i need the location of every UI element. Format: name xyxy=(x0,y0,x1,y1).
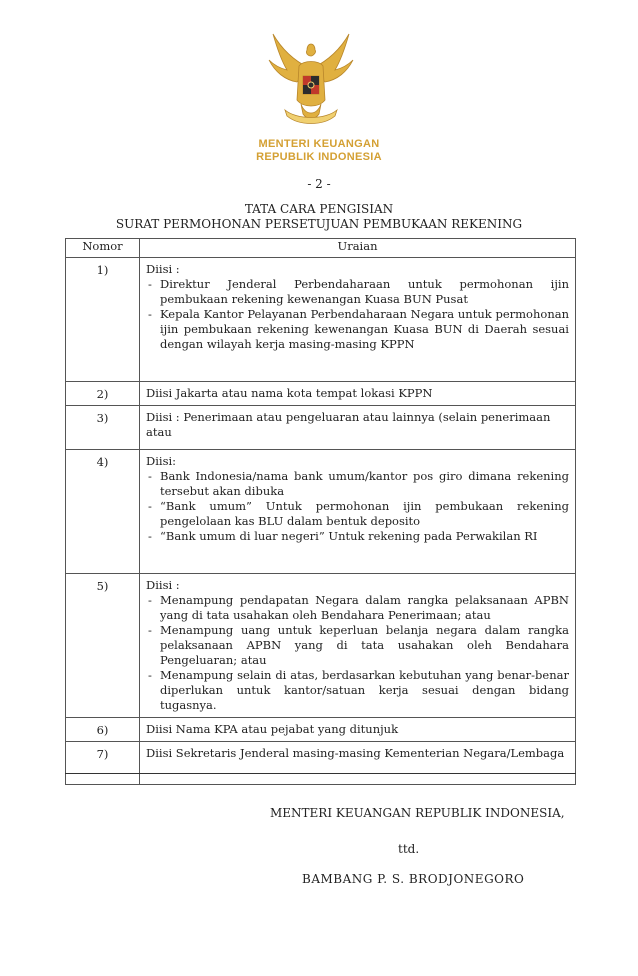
dash-list xyxy=(146,593,569,713)
list-item: - Menampung pendapatan Negara dalam rangka pelaksanaan APBN yang di tata usahakan oleh Bendahara Penerimaan; atau xyxy=(146,593,569,623)
row-intro: Diisi Sekretaris Jenderal masing-masing Kementerian Negara/Lembaga xyxy=(146,746,565,760)
document-title-line1: TATA CARA PENGISIAN xyxy=(244,202,394,216)
row-number: 7) xyxy=(66,742,140,785)
dash-list xyxy=(146,469,569,544)
row-description xyxy=(140,406,576,450)
row-number: 6) xyxy=(66,718,140,742)
row-number: 1) xyxy=(66,258,140,382)
ministry-name-line1: MENTERI KEUANGAN xyxy=(258,138,380,150)
list-item: - Kepala Kantor Pelayanan Perbendaharaan Negara untuk permohonan ijin pembukaan rekening kewenangan Kuasa BUN di Daerah sesuai dengan wilayah kerja masing-masing KPPN xyxy=(146,307,569,352)
list-item: - Menampung uang untuk keperluan belanja negara dalam rangka pelaksanaan APBN yang di tata usahakan oleh Bendahara Pengeluaran; atau xyxy=(146,623,569,668)
list-item: - “Bank umum” Untuk permohonan ijin pembukaan rekening pengelolaan kas BLU dalam bentuk deposito xyxy=(146,499,569,529)
list-item: - Direktur Jenderal Perbendaharaan untuk permohonan ijin pembukaan rekening kewenangan Kuasa BUN Pusat xyxy=(146,277,569,307)
table-row xyxy=(66,382,576,406)
row-intro: Diisi : Penerimaan atau pengeluaran atau lainnya (selain penerimaan atau xyxy=(146,410,551,439)
row-number: 2) xyxy=(66,382,140,406)
table-row xyxy=(66,406,576,450)
row-intro: Diisi : xyxy=(146,262,180,276)
row-description xyxy=(140,258,576,382)
list-item: - Menampung selain di atas, berdasarkan kebutuhan yang benar-benar diperlukan untuk kantor/satuan kerja sesuai dengan bidang tugasnya. xyxy=(146,668,569,713)
dash-list xyxy=(146,277,569,352)
row-description xyxy=(140,742,576,785)
column-header-nomor: Nomor xyxy=(66,239,140,258)
row-number: 5) xyxy=(66,574,140,718)
column-header-uraian: Uraian xyxy=(140,239,576,258)
row-number: 3) xyxy=(66,406,140,450)
row-description xyxy=(140,574,576,718)
table-row xyxy=(66,718,576,742)
row-intro: Diisi: xyxy=(146,454,177,468)
divider-line xyxy=(65,773,576,774)
row-intro: Diisi Jakarta atau nama kota tempat lokasi KPPN xyxy=(146,386,433,400)
row-intro: Diisi Nama KPA atau pejabat yang ditunjuk xyxy=(146,722,399,736)
signature-ttd: ttd. xyxy=(398,842,420,856)
table-row xyxy=(66,574,576,718)
table-row xyxy=(66,258,576,382)
signature-office: MENTERI KEUANGAN REPUBLIK INDONESIA, xyxy=(270,806,565,820)
instructions-table xyxy=(65,238,576,785)
row-description xyxy=(140,718,576,742)
document-title-line2: SURAT PERMOHONAN PERSETUJUAN PEMBUKAAN REKENING xyxy=(115,217,523,231)
garuda-emblem-icon xyxy=(263,30,359,130)
row-number: 4) xyxy=(66,450,140,574)
row-description xyxy=(140,382,576,406)
table-header-row xyxy=(66,239,576,258)
row-intro: Diisi : xyxy=(146,578,180,592)
table-row xyxy=(66,450,576,574)
list-item: - Bank Indonesia/nama bank umum/kantor pos giro dimana rekening tersebut akan dibuka xyxy=(146,469,569,499)
row-description xyxy=(140,450,576,574)
table-row xyxy=(66,742,576,785)
ministry-name-line2: REPUBLIK INDONESIA xyxy=(256,151,382,163)
page-number: - 2 - xyxy=(307,177,331,191)
signature-name: BAMBANG P. S. BRODJONEGORO xyxy=(302,872,525,886)
list-item: - “Bank umum di luar negeri” Untuk rekening pada Perwakilan RI xyxy=(146,529,569,544)
